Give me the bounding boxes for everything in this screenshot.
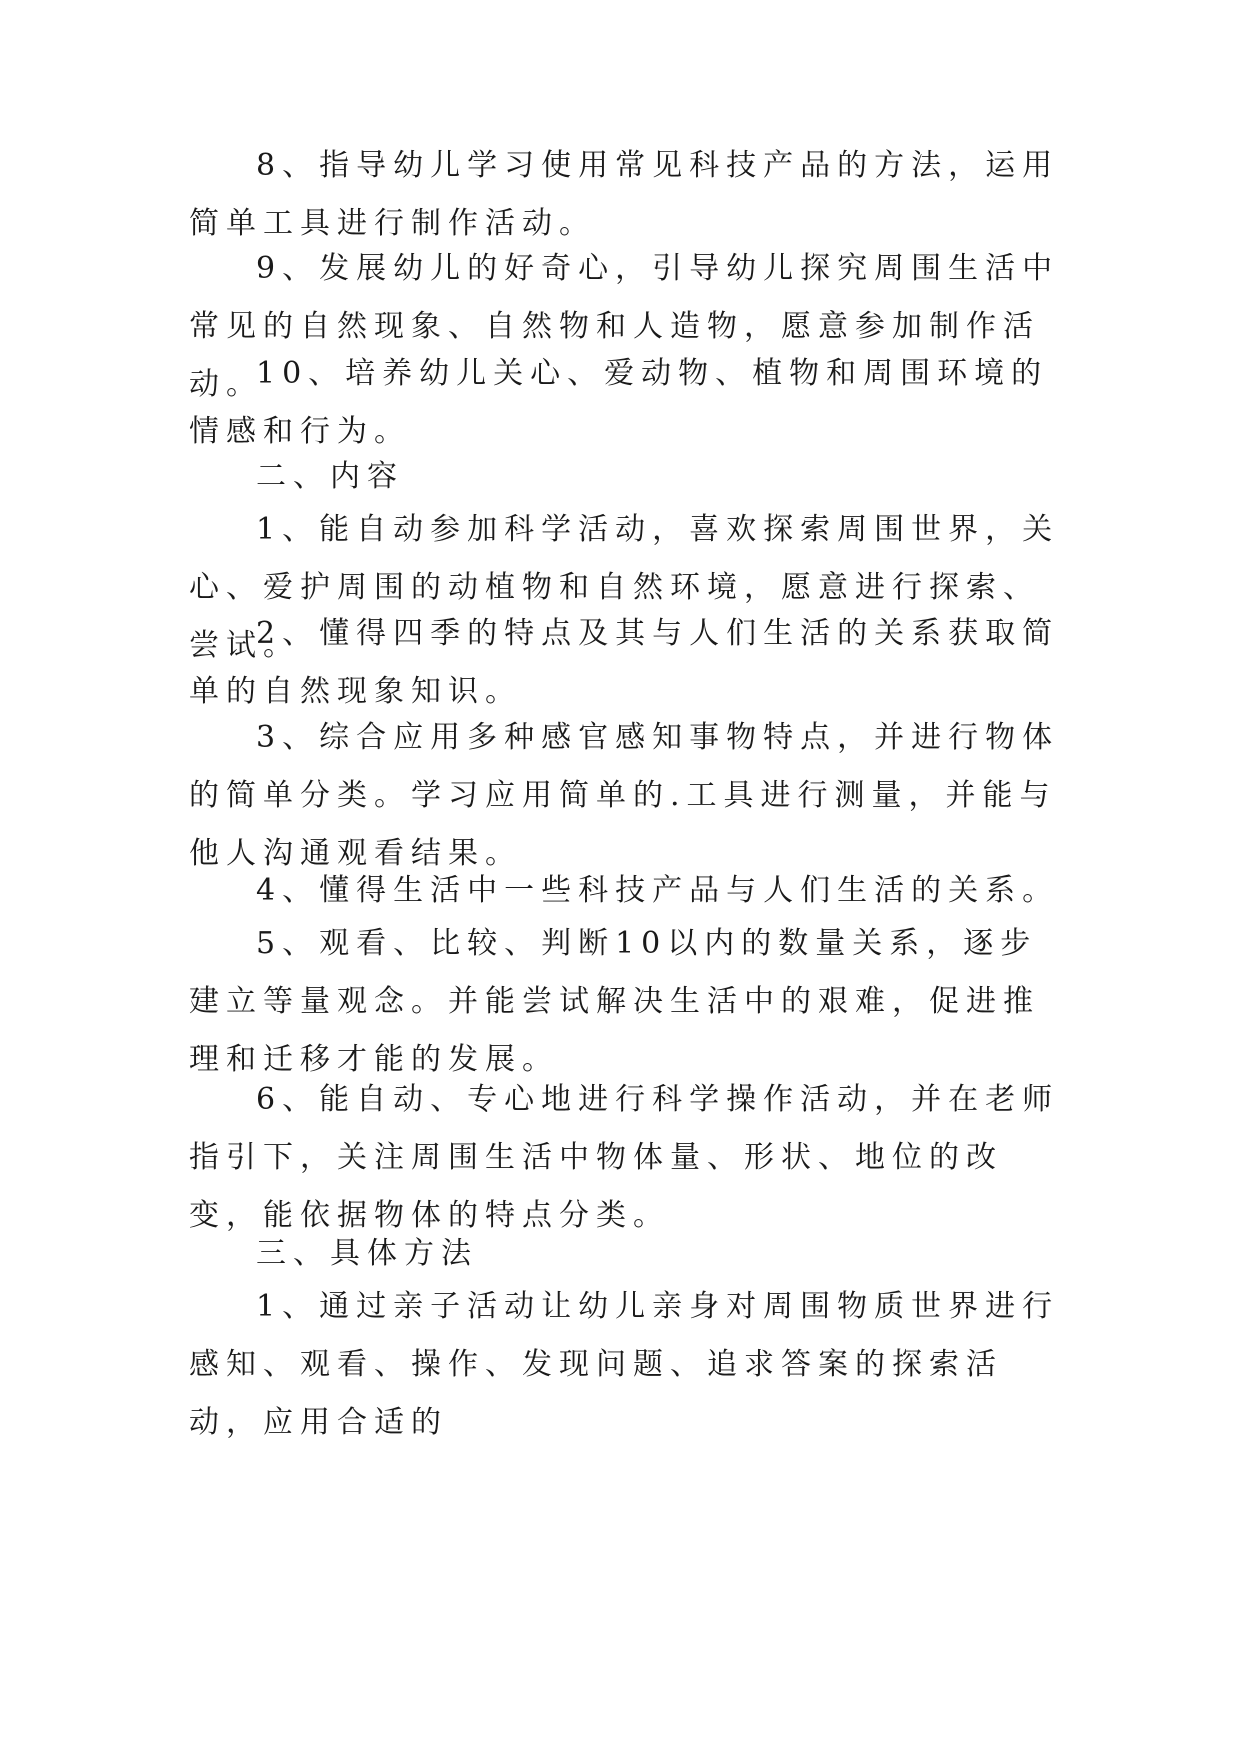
paragraph-content-1: 1、能自动参加科学活动，喜欢探索周围世界，关心、爱护周围的动植物和自然环境，愿意进行探索、尝试。 [189,512,1060,663]
paragraph-content-2: 2、懂得四季的特点及其与人们生活的关系获取简单的自然现象知识。 [189,616,1060,709]
section-heading-content: 二、内容 [256,459,404,494]
paragraph-goal-10: 10、培养幼儿关心、爱动物、植物和周围环境的情感和行为。 [189,356,1049,449]
paragraph-method-1: 1、通过亲子活动让幼儿亲身对周围物质世界进行感知、观看、操作、发现问题、追求答案的探索活动，应用合适的 [189,1289,1060,1440]
paragraph-content-5: 5、观看、比较、判断10以内的数量关系，逐步建立等量观念。并能尝试解决生活中的艰难，促进推理和迁移才能的发展。 [189,926,1040,1077]
paragraph-content-6: 6、能自动、专心地进行科学操作活动，并在老师指引下，关注周围生活中物体量、形状、地位的改变，能依据物体的特点分类。 [189,1082,1060,1233]
paragraph-content-4: 4、懂得生活中一些科技产品与人们生活的关系。 [256,873,1060,908]
section-heading-methods: 三、具体方法 [256,1236,478,1271]
paragraph-goal-8: 8、指导幼儿学习使用常见科技产品的方法，运用简单工具进行制作活动。 [189,148,1060,241]
paragraph-content-3: 3、综合应用多种感官感知事物特点，并进行物体的简单分类。学习应用简单的.工具进行测量，并能与他人沟通观看结果。 [189,720,1060,871]
paragraph-goal-9: 9、发展幼儿的好奇心，引导幼儿探究周围生活中常见的自然现象、自然物和人造物，愿意参加制作活动。 [189,251,1060,402]
